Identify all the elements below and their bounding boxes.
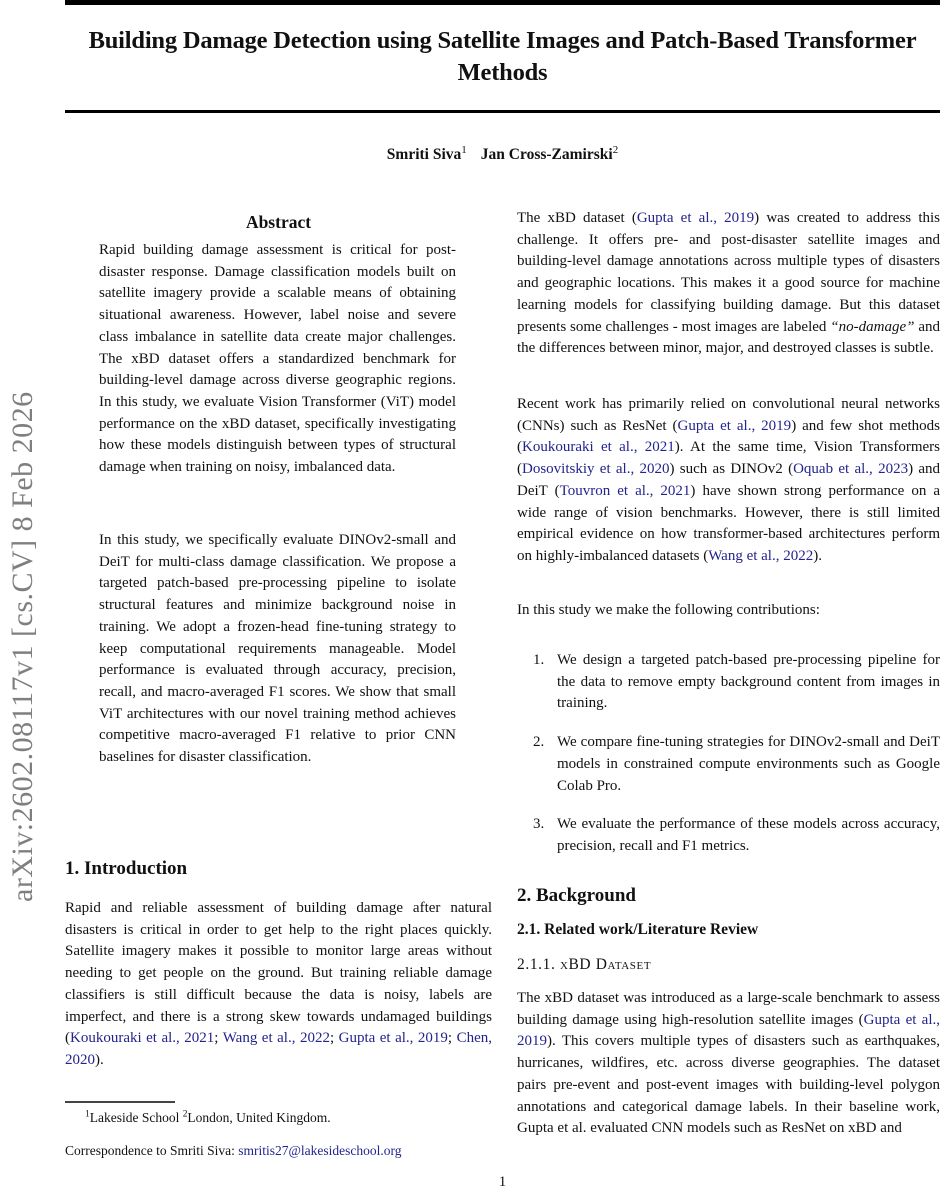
text-segment: Recent work has primarily relied on convolutional neural networks (CNNs) such as ResNet ( bbox=[517, 396, 940, 434]
section-heading-introduction: 1. Introduction bbox=[65, 858, 188, 879]
author-affiliation-mark: 2 bbox=[612, 143, 619, 156]
abstract-paragraph bbox=[99, 530, 456, 769]
text-segment: Rapid and reliable assessment of building damage after natural disasters is critical in order to get help to the right places quickly. Satellite imagery makes it possible to monitor large areas without needing to get people on the ground. But training reliable damage classifiers is still difficult because the data is noisy, labels are imperfect, and there is a strong skew towards undamaged buildings ( bbox=[65, 900, 492, 1047]
text-segment: ). At the same time, Vision Transformers ( bbox=[517, 439, 940, 478]
text-segment: ; bbox=[214, 1030, 223, 1047]
text-segment: ) and DeiT ( bbox=[517, 461, 941, 499]
right-column bbox=[517, 208, 940, 1188]
footnote-rule bbox=[65, 1101, 175, 1103]
text-segment: ) such as DINOv2 ( bbox=[669, 461, 794, 478]
footnote-correspondence bbox=[65, 1141, 492, 1160]
citation-link[interactable]: Koukouraki et al., 2021 bbox=[522, 439, 675, 456]
superscript-mark: 2 bbox=[182, 1109, 188, 1119]
citation-link[interactable]: Koukouraki et al., 2021 bbox=[70, 1030, 215, 1047]
contributions-list bbox=[517, 650, 940, 875]
introduction-paragraph bbox=[65, 898, 492, 1072]
body-paragraph bbox=[517, 600, 940, 622]
contribution-text: We design a targeted patch-based pre-processing pipeline for the data to remove empty background content from images in training. bbox=[557, 652, 940, 712]
paper-content bbox=[65, 0, 940, 1200]
left-column bbox=[65, 208, 492, 1188]
author-name: Jan Cross-Zamirski bbox=[480, 146, 613, 163]
text-segment: and the differences between minor, major, and destroyed classes is subtle. bbox=[517, 318, 940, 357]
citation-link[interactable]: Touvron et al., 2021 bbox=[559, 482, 691, 499]
text-segment: ). bbox=[813, 547, 822, 564]
contribution-text: We compare fine-tuning strategies for DINOv2-small and DeiT models in constrained compute environments such as Google Colab Pro. bbox=[557, 734, 940, 794]
text-segment: The xBD dataset was introduced as a large-scale benchmark to assess building damage using high-resolution satellite images ( bbox=[517, 990, 940, 1028]
text-segment: In this study, we specifically evaluate DINOv2-small and DeiT for multi-class damage classification. We propose a targeted patch-based pre-processing pipeline to isolate structural features and minimize background noise in training. We adopt a frozen-head fine-tuning strategy to keep computational requirements manageable. Model performance is evaluated through accuracy, precision, recall, and macro-averaged F1 scores. We show that small ViT architectures with our novel training method achieves competitive macro-averaged F1 relative to prior CNN baselines for disaster classification. bbox=[99, 532, 456, 766]
text-segment: ) have shown strong performance on a wide range of vision benchmarks. However, there is still limited empirical evidence on how transformer-based architectures perform on highly-imbalanced datasets ( bbox=[517, 482, 941, 564]
italic-text: “no-damage” bbox=[830, 318, 915, 335]
text-segment: ) and few shot methods ( bbox=[517, 417, 941, 456]
subsection-heading-related-work: 2.1. Related work/Literature Review bbox=[517, 921, 759, 938]
superscript-mark: 1 bbox=[85, 1109, 90, 1119]
title-rule bbox=[65, 110, 940, 113]
subsubsection-heading-xbd-dataset: 2.1.1. xBD Dataset bbox=[517, 956, 652, 973]
text-segment: Rapid building damage assessment is critical for post-disaster response. Damage classification models built on satellite imagery provide a scalable means of obtaining situational awareness. However, label noise and severe class imbalance in satellite data create major challenges. The xBD dataset offers a standardized benchmark for building-level damage across diverse geographic regions. In this study, we evaluate Vision Transformer (ViT) model performance on the xBD dataset, specifically investigating how these models distinguish between types of structural damage when training on noisy, imbalanced data. bbox=[99, 242, 456, 476]
arxiv-watermark: arXiv:2602.08117v1 [cs.CV] 8 Feb 2026 bbox=[6, 391, 39, 902]
text-segment: ). bbox=[95, 1051, 104, 1068]
citation-link[interactable]: Wang et al., 2022 bbox=[222, 1030, 330, 1047]
citation-link[interactable]: Wang et al., 2022 bbox=[708, 547, 814, 564]
citation-link[interactable]: Gupta et al., 2019 bbox=[636, 210, 755, 226]
citation-link[interactable]: Gupta et al., 2019 bbox=[338, 1030, 448, 1047]
body-paragraph bbox=[517, 394, 940, 568]
citation-link[interactable]: Gupta et al., 2019 bbox=[517, 1011, 940, 1050]
text-segment: ) was created to address this challenge. It offers pre- and post-disaster satellite images and building-level damage annotations across multiple types of disasters and geographic locations. This makes it a good source for machine learning models for classifying building damage. But this dataset presents some challenges - most images are labeled bbox=[517, 210, 940, 335]
citation-link[interactable]: Oquab et al., 2023 bbox=[793, 461, 909, 478]
footnote bbox=[65, 1101, 492, 1160]
abstract-paragraph bbox=[99, 240, 456, 479]
contribution-text: We evaluate the performance of these models across accuracy, precision, recall and F1 metrics. bbox=[557, 816, 940, 854]
background-paragraph bbox=[517, 988, 940, 1140]
footnote-affiliations bbox=[65, 1108, 492, 1127]
text-segment: ; bbox=[329, 1030, 339, 1047]
contribution-number: 3. bbox=[533, 816, 545, 833]
contribution-number: 1. bbox=[533, 652, 545, 668]
contribution-item bbox=[517, 650, 940, 715]
text-segment: London, United Kingdom. bbox=[187, 1109, 331, 1125]
text-segment: The xBD dataset ( bbox=[517, 210, 637, 226]
author-affiliation-mark: 1 bbox=[461, 143, 467, 156]
text-segment: Lakeside School bbox=[89, 1109, 183, 1125]
citation-link[interactable]: Gupta et al., 2019 bbox=[677, 417, 792, 434]
top-rule bbox=[65, 0, 940, 5]
author-name: Smriti Siva bbox=[386, 146, 462, 163]
author-line bbox=[65, 143, 940, 164]
text-segment: ). This covers multiple types of disasters such as earthquakes, hurricanes, wildfires, etc. across diverse geographies. The dataset pairs pre-event and post-event images with building-level polygon annotations and categorical damage labels. In their baseline work, Gupta et al. evaluated CNN models such as ResNet on xBD and bbox=[517, 1033, 940, 1137]
email-link[interactable]: smritis27@lakesideschool.org bbox=[238, 1142, 402, 1158]
body-paragraph bbox=[517, 208, 940, 360]
citation-link[interactable]: Chen, 2020 bbox=[65, 1030, 493, 1068]
contribution-item bbox=[517, 732, 940, 797]
text-segment: In this study we make the following contributions: bbox=[517, 602, 820, 618]
paper-title: Building Damage Detection using Satellite Images and Patch-Based Transformer Methods bbox=[88, 27, 917, 86]
contribution-number: 2. bbox=[533, 734, 545, 751]
citation-link[interactable]: Dosovitskiy et al., 2020 bbox=[522, 461, 670, 478]
text-segment: ; bbox=[447, 1030, 457, 1047]
text-segment: Correspondence to Smriti Siva: bbox=[65, 1142, 239, 1158]
page-number: 1 bbox=[498, 1174, 507, 1190]
abstract-heading: Abstract bbox=[245, 212, 312, 232]
section-heading-background: 2. Background bbox=[517, 885, 636, 906]
contribution-item bbox=[517, 814, 940, 857]
